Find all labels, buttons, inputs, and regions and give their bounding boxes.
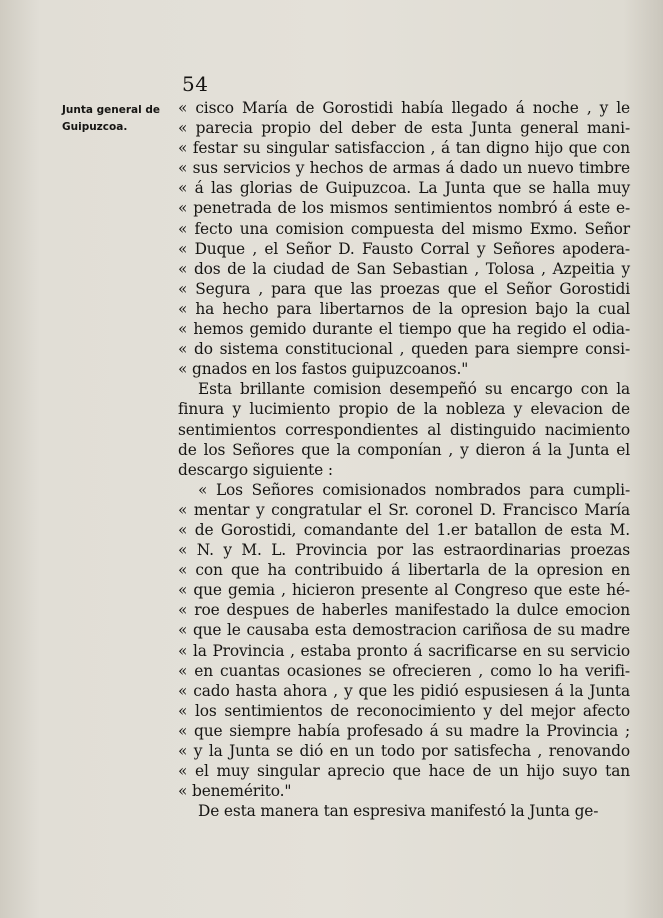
text-line: « Los Señores comisionados nombrados para cumpli-	[198, 480, 630, 499]
text-line: « y la Junta se dió en un todo por satisfecha , renovando	[178, 742, 630, 760]
text-line: de los Señores que la componían , y dieron á la Junta el	[178, 440, 630, 459]
text-line: « hemos gemido durante el tiempo que ha regido el odia-	[178, 320, 630, 339]
text-line: « la Provincia , estaba pronto á sacrificarse en su servicio	[178, 641, 630, 660]
text-line: « penetrada de los mismos sentimientos nombró á este e-	[178, 199, 630, 218]
text-line: « do sistema constitucional , queden para siempre consi-	[178, 340, 630, 359]
text-line: « benemérito."	[178, 782, 292, 801]
text-line: « de Gorostidi, comandante del 1.er batallon de esta M.	[178, 520, 630, 539]
text-line: « Segura , para que las proezas que el Señor Gorostidi	[178, 279, 630, 298]
text-line: « en cuantas ocasiones se ofrecieren , como lo ha verifi-	[178, 661, 630, 680]
text-line: Esta brillante comision desempeñó su encargo con la	[198, 380, 630, 399]
text-line: « mentar y congratular el Sr. coronel D. Francisco María	[178, 500, 630, 519]
text-line: « el muy singular aprecio que hace de un hijo suyo tan	[178, 762, 630, 781]
paragraph	[178, 480, 630, 802]
paragraph	[178, 98, 630, 379]
text-line: « festar su singular satisfaccion , á tan digno hijo que con	[178, 139, 630, 158]
paragraph	[178, 379, 630, 479]
text-line: « Duque , el Señor D. Fausto Corral y Señores apodera-	[178, 239, 630, 258]
text-line: « á las glorias de Guipuzcoa. La Junta que se halla muy	[178, 179, 630, 198]
text-line: « dos de la ciudad de San Sebastian , Tolosa , Azpeitia y	[178, 259, 630, 278]
text-line: « roe despues de haberles manifestado la dulce emocion	[178, 601, 630, 620]
text-line: « cisco María de Gorostidi había llegado á noche , y le	[178, 99, 630, 117]
text-line: « sus servicios y hechos de armas á dado un nuevo timbre	[178, 159, 630, 178]
margin-note-line: Guipuzcoa.	[62, 121, 128, 133]
text-line: « fecto una comision compuesta del mismo Exmo. Señor	[178, 219, 630, 238]
text-line: « que siempre había profesado á su madre la Provincia ;	[178, 721, 630, 740]
text-line: « cado hasta ahora , y que les pidió espusiesen á la Junta	[178, 681, 630, 700]
text-line: descargo siguiente :	[178, 460, 333, 479]
text-line: « con que ha contribuido á libertarla de la opresion en	[178, 561, 630, 580]
text-line: finura y lucimiento propio de la nobleza y elevacion de	[178, 400, 630, 419]
paragraph	[178, 801, 630, 821]
text-line: « que le causaba esta demostracion cariñosa de su madre	[178, 621, 630, 640]
text-line: De esta manera tan espresiva manifestó la Junta ge-	[198, 802, 599, 821]
margin-note	[62, 102, 172, 136]
text-line: « parecia propio del deber de esta Junta general mani-	[178, 119, 630, 138]
text-line: « los sentimientos de reconocimiento y del mejor afecto	[178, 701, 630, 720]
text-line: « que gemia , hicieron presente al Congreso que este hé-	[178, 581, 630, 600]
text-line: sentimientos correspondientes al distinguido nacimiento	[178, 420, 630, 439]
page-number: 54	[182, 72, 209, 96]
body-text	[178, 98, 630, 821]
text-line: « gnados en los fastos guipuzcoanos."	[178, 360, 469, 379]
text-line: « ha hecho para libertarnos de la opresion bajo la cual	[178, 299, 630, 318]
margin-note-line: Junta general de	[62, 104, 161, 116]
text-line: « N. y M. L. Provincia por las estraordinarias proezas	[178, 541, 630, 560]
